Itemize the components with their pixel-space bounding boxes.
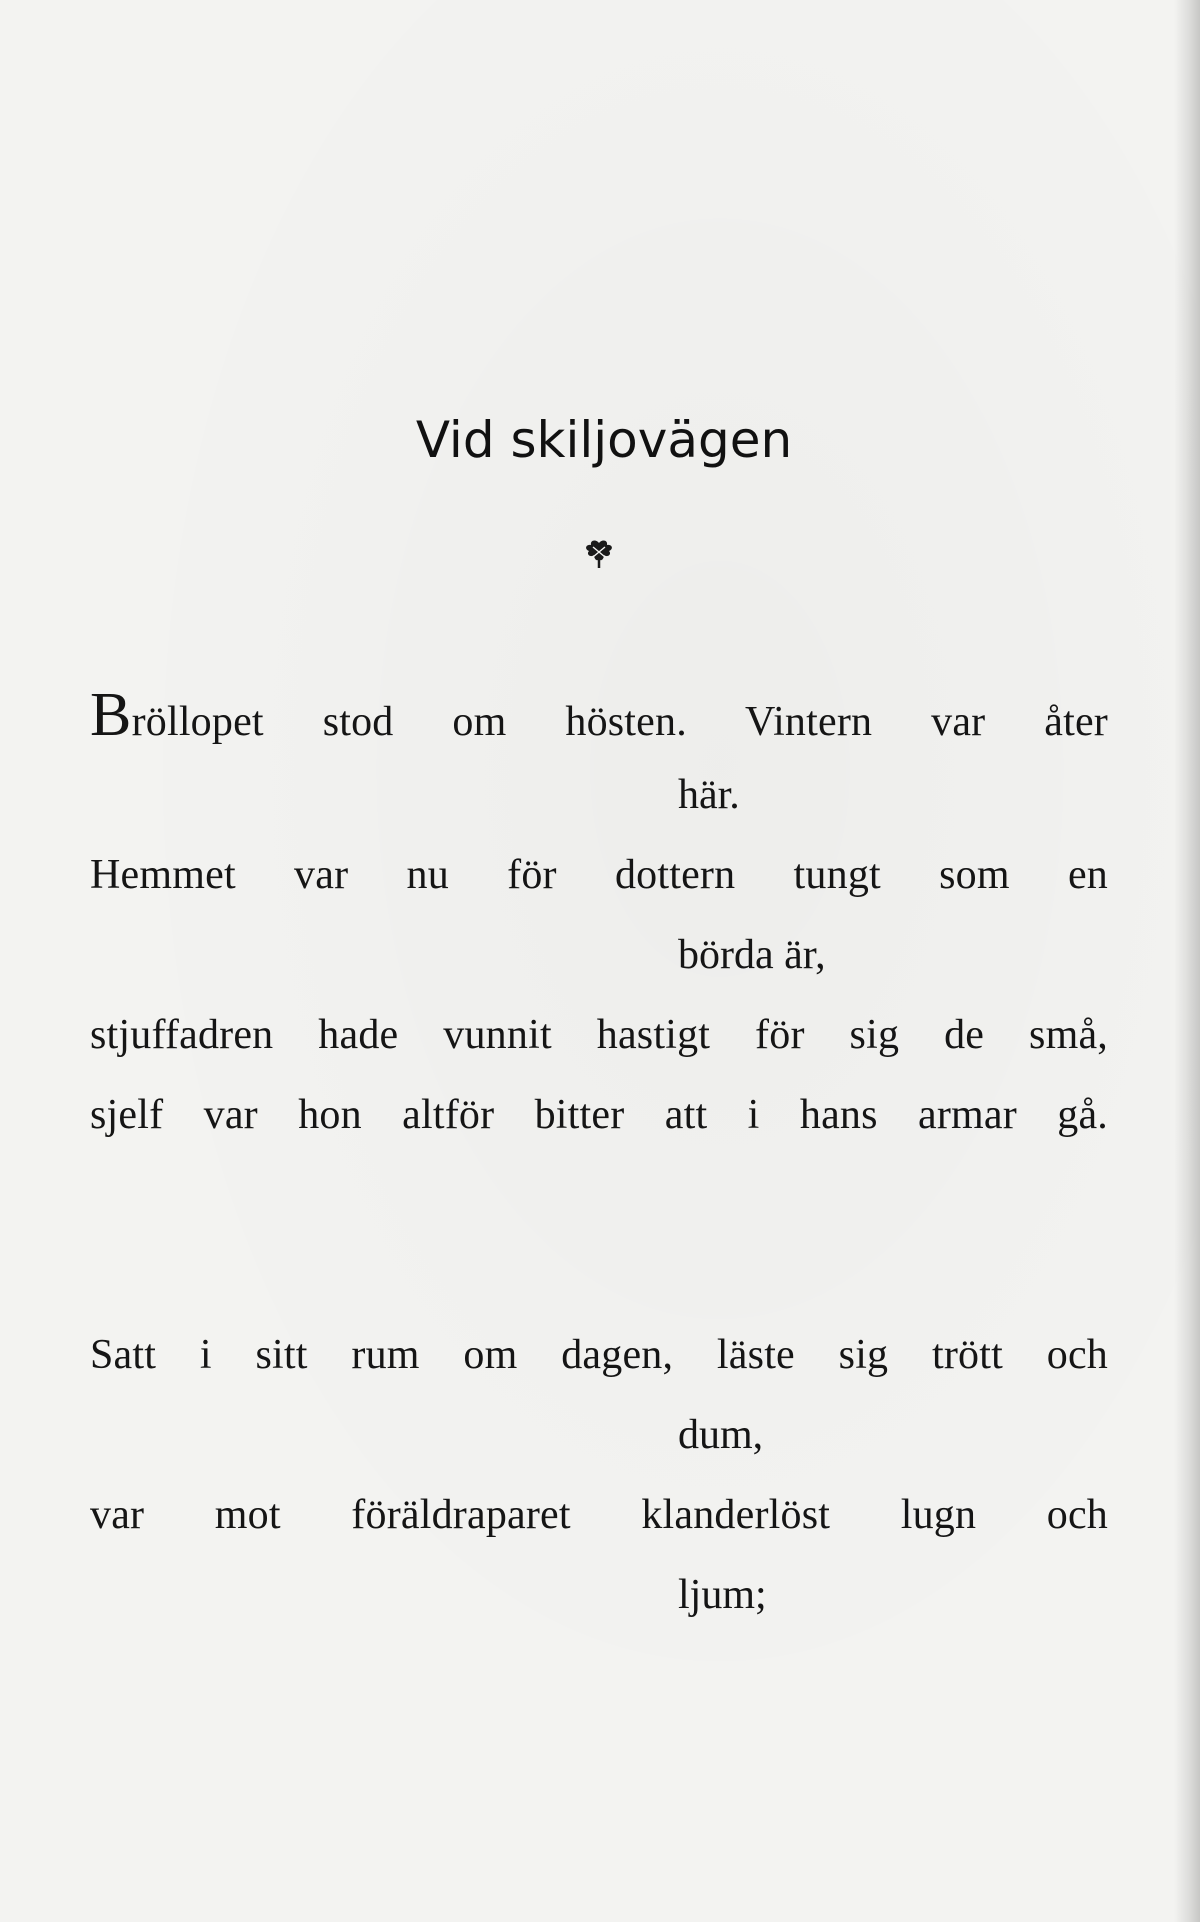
drop-cap: B	[90, 681, 132, 749]
verse-line-2: Hemmet var nu för dottern tungt som en	[90, 852, 1108, 898]
stanza-1	[90, 675, 1108, 1155]
verse-line-text: röllopet stod om hösten. Vintern var åter	[131, 699, 1108, 745]
verse-line-1: Satt i sitt rum om dagen, läste sig trött och	[90, 1332, 1108, 1378]
verse-line-continuation: här.	[678, 772, 740, 818]
stanza-2	[90, 1315, 1108, 1635]
verse-line-1	[90, 675, 1108, 755]
verse-line-continuation: ljum;	[678, 1572, 767, 1618]
page-edge-shadow	[1174, 0, 1200, 1922]
verse-line-continuation: börda är,	[678, 932, 826, 978]
verse-line-continuation: dum,	[678, 1412, 764, 1458]
fleuron-icon	[582, 537, 616, 571]
verse-line-3: stjuffadren hade vunnit hastigt för sig de små,	[90, 1012, 1108, 1058]
verse-line-2: var mot föräldraparet klanderlöst lugn och	[90, 1492, 1108, 1538]
poem-title: Vid skiljovägen	[415, 411, 793, 469]
verse-line-4: sjelf var hon altför bitter att i hans armar gå.	[90, 1092, 1108, 1138]
